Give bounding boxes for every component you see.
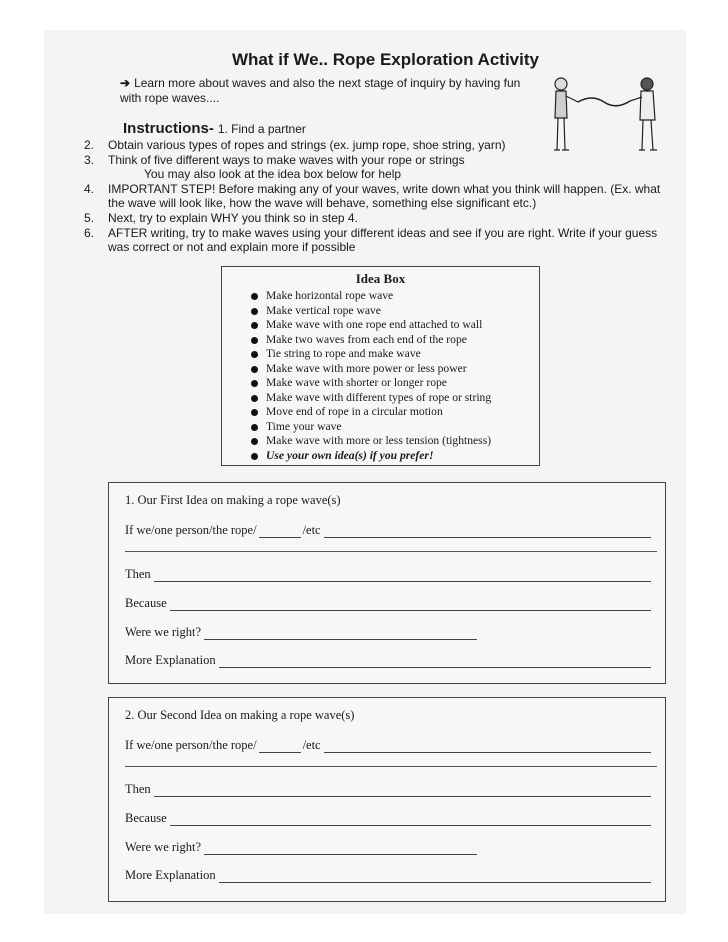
instruction-steps (84, 138, 674, 255)
answer-line[interactable] (125, 551, 657, 552)
then-row: Then (125, 782, 651, 797)
page-title: What if We.. Rope Exploration Activity (232, 50, 539, 69)
list-item: Tie string to rope and make wave (250, 347, 539, 362)
right-row: Were we right? (125, 840, 477, 855)
then-row: Then (125, 567, 651, 582)
right-row: Were we right? (125, 625, 477, 640)
intro-text (120, 76, 540, 106)
then-field[interactable] (154, 784, 651, 797)
form-heading: 2. Our Second Idea on making a rope wave(s) (125, 708, 355, 722)
if-blank-field[interactable] (259, 525, 301, 538)
step-2: 2. Obtain various types of ropes and strings (ex. jump rope, shoe string, yarn) (84, 138, 506, 152)
list-item: Make wave with more or less tension (tightness) (250, 434, 539, 449)
because-field[interactable] (170, 598, 651, 611)
arrow-icon: ➔ (120, 76, 131, 90)
if-row: If we/one person/the rope/ /etc (125, 523, 651, 538)
if-blank-field[interactable] (259, 740, 301, 753)
if-answer-field[interactable] (324, 740, 651, 753)
list-item: Make horizontal rope wave (250, 289, 539, 304)
list-item: Make wave with more power or less power (250, 362, 539, 377)
more-explanation-field[interactable] (219, 870, 651, 883)
instructions-heading: Instructions- 1. Find a partner (123, 120, 306, 137)
if-answer-field[interactable] (324, 525, 651, 538)
then-field[interactable] (154, 569, 651, 582)
were-we-right-field[interactable] (204, 842, 477, 855)
step-3-note: You may also look at the idea box below for help (144, 167, 402, 182)
list-item: Time your wave (250, 420, 539, 435)
list-item: Move end of rope in a circular motion (250, 405, 539, 420)
step-4: 4. IMPORTANT STEP! Before making any of your waves, write down what you think will happen. (Ex. what the wave will look like, how the wave will behave, something else significant etc.) (84, 181, 661, 211)
if-row: If we/one person/the rope/ /etc (125, 738, 651, 753)
step-5: 5. Next, try to explain WHY you think so in step 4. (84, 210, 358, 225)
list-item: Use your own idea(s) if you prefer! (250, 449, 539, 464)
because-row: Because (125, 596, 651, 611)
form-heading: 1. Our First Idea on making a rope wave(s) (125, 493, 341, 507)
step-1: 1. Find a partner (217, 122, 306, 136)
list-item: Make two waves from each end of the rope (250, 333, 539, 348)
idea-list (222, 289, 539, 463)
were-we-right-field[interactable] (204, 627, 477, 640)
step-3: 3. Think of five different ways to make waves with your rope or strings (84, 152, 465, 167)
idea-box (221, 266, 540, 466)
answer-line[interactable] (125, 766, 657, 767)
intro-body: Learn more about waves and also the next stage of inquiry by having fun with rope waves.... (120, 76, 521, 105)
list-item: Make wave with shorter or longer rope (250, 376, 539, 391)
list-item: Make vertical rope wave (250, 304, 539, 319)
list-item: Make wave with different types of rope or string (250, 391, 539, 406)
idea-box-title: Idea Box (355, 271, 406, 286)
list-item: Make wave with one rope end attached to wall (250, 318, 539, 333)
step-6: 6. AFTER writing, try to make waves using your different ideas and see if you are right. Write if your guess was correct or not and explain more if possible (84, 225, 658, 255)
because-row: Because (125, 811, 651, 826)
idea-form-1 (108, 482, 666, 684)
more-row: More Explanation (125, 868, 651, 883)
idea-form-2 (108, 697, 666, 902)
more-row: More Explanation (125, 653, 651, 668)
more-explanation-field[interactable] (219, 655, 651, 668)
because-field[interactable] (170, 813, 651, 826)
